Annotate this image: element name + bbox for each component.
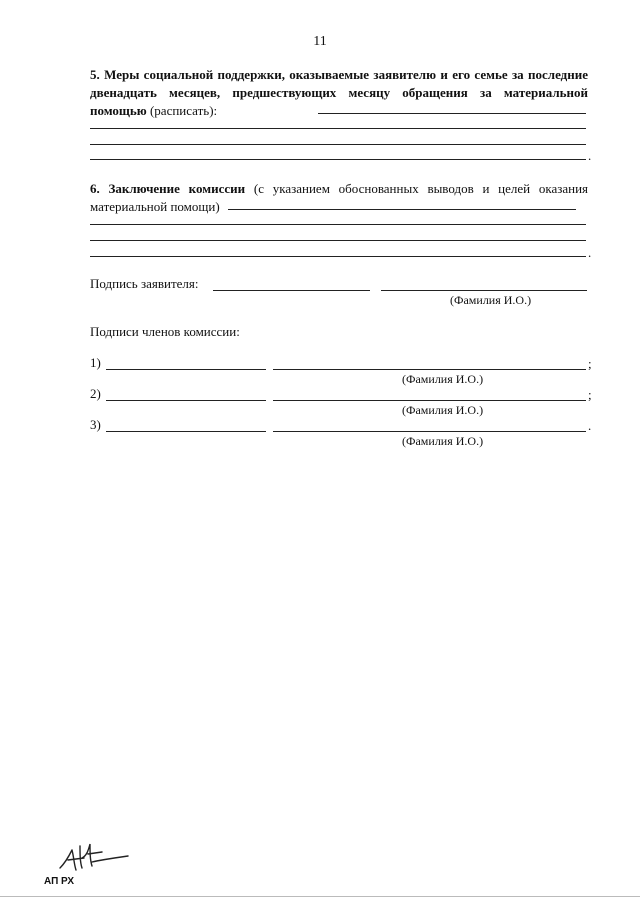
applicant-name-line[interactable] (381, 290, 587, 291)
member-2-name-line[interactable] (273, 400, 586, 401)
member-2-name-caption: (Фамилия И.О.) (402, 403, 484, 417)
applicant-signature-line[interactable] (213, 290, 370, 291)
section5-fill-line-2[interactable] (90, 128, 586, 129)
member-3-number: 3) (90, 417, 101, 432)
section6-title: Заключение комиссии (108, 181, 246, 196)
section6-end-period: . (588, 245, 592, 260)
section6-fill-line-4[interactable] (90, 256, 586, 257)
member-3-end: . (588, 418, 592, 433)
member-1-end: ; (588, 356, 592, 371)
section5-note: (расписать): (149, 103, 218, 118)
section6-number: 6. (90, 181, 100, 196)
section5-heading (90, 66, 588, 120)
section5-fill-line-4[interactable] (90, 159, 586, 160)
commission-label: Подписи членов комиссии: (90, 324, 240, 339)
footer-divider (0, 896, 640, 897)
section5-fill-line-1[interactable] (318, 113, 586, 114)
section6-heading (90, 180, 588, 216)
section6-fill-line-2[interactable] (90, 224, 586, 225)
member-3-signature-line[interactable] (106, 431, 266, 432)
applicant-signature-label: Подпись заявителя: (90, 276, 199, 291)
page-number: 11 (313, 34, 327, 49)
member-1-name-line[interactable] (273, 369, 586, 370)
section5-end-period: . (588, 148, 592, 163)
member-3-name-line[interactable] (273, 431, 586, 432)
section6-note: (с указанием обоснованных выводов и целей оказания материальной помощи) (90, 181, 589, 214)
member-1-number: 1) (90, 355, 101, 370)
section5-title: Меры социальной поддержки, оказываемые заявителю и его семье за последние двенадцать месяцев, предшествующих месяцу обращения за материальной помощью (90, 67, 588, 118)
member-1-signature-line[interactable] (106, 369, 266, 370)
applicant-name-caption: (Фамилия И.О.) (450, 293, 532, 307)
section5-number: 5. (90, 67, 100, 82)
member-2-end: ; (588, 387, 592, 402)
handwritten-signature-icon (58, 838, 138, 874)
member-2-number: 2) (90, 386, 101, 401)
footer-stamp: АП РХ (44, 876, 75, 887)
member-3-name-caption: (Фамилия И.О.) (402, 434, 484, 448)
section6-fill-line-3[interactable] (90, 240, 586, 241)
member-1-name-caption: (Фамилия И.О.) (402, 372, 484, 386)
member-2-signature-line[interactable] (106, 400, 266, 401)
section6-fill-line-1[interactable] (228, 209, 576, 210)
section5-fill-line-3[interactable] (90, 144, 586, 145)
